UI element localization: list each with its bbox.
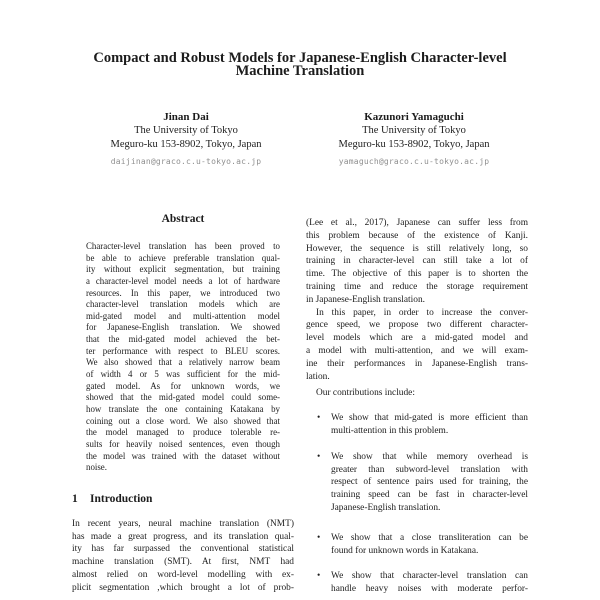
text-line: this problem because of the existence of Kanji. bbox=[306, 230, 528, 241]
author-block-row bbox=[72, 110, 528, 169]
text-line: We show that mid-gated is more efficient than bbox=[331, 413, 528, 424]
text-line: coining out a close word. We also showed that bbox=[86, 415, 280, 426]
text-line: gence speed, we propose two different character- bbox=[306, 320, 528, 331]
bullet-marker: • bbox=[317, 571, 321, 582]
text-line: Our contributions include: bbox=[316, 388, 415, 399]
bullet-item bbox=[306, 451, 528, 515]
text-line: showed that the mid-gated model could some- bbox=[86, 392, 280, 403]
section-heading-introduction bbox=[72, 492, 294, 506]
text-line: resources. In this paper, we introduced two bbox=[86, 287, 280, 298]
bullet-item bbox=[306, 412, 528, 438]
text-line: We show that a close transliteration can be bbox=[331, 532, 528, 543]
text-line: In this paper, in order to increase the conver- bbox=[316, 307, 528, 318]
text-line: We show that while memory overhead is bbox=[331, 451, 528, 462]
bullet-text bbox=[331, 570, 528, 596]
text-line: machine translation (SMT). At first, NMT had bbox=[72, 557, 294, 568]
text-line: ter performance with respect to BLEU scores. bbox=[86, 345, 280, 356]
text-line: training time and reduce the storage requirement bbox=[306, 281, 528, 292]
text-line: ity without explicit segmentation, but training bbox=[86, 264, 280, 275]
abstract-heading: Abstract bbox=[161, 213, 205, 225]
body-paragraph-2 bbox=[306, 307, 528, 384]
section-number: 1 bbox=[72, 492, 78, 505]
text-line: handle heavy noises with moderate perfor- bbox=[331, 584, 528, 595]
text-line: (Lee et al., 2017), Japanese can suffer less from bbox=[306, 218, 528, 228]
body-paragraph-1 bbox=[306, 212, 528, 307]
text-line: We show that character-level translation can bbox=[331, 571, 528, 582]
text-line: in Japanese-English translation. bbox=[306, 294, 425, 305]
text-line: Character-level translation has been proved to bbox=[86, 241, 280, 251]
author-email: daijinan@graco.c.u-tokyo.ac.jp bbox=[110, 157, 262, 166]
left-column bbox=[72, 212, 294, 596]
bullet-list bbox=[306, 412, 528, 596]
introduction-paragraph bbox=[72, 518, 294, 595]
text-line: ine their performances in Japanese-English trans- bbox=[306, 358, 528, 369]
text-line: mid-gated model and multi-attention model bbox=[86, 310, 280, 321]
text-line: has made a great progress, and its translation qual- bbox=[72, 531, 294, 542]
text-line: a character-level model needs a lot of hardware bbox=[86, 275, 280, 286]
text-line: for Japanese-English translation. We showed bbox=[86, 322, 280, 333]
text-line: lation. bbox=[306, 371, 330, 382]
text-line: how translate the one containing Katakana by bbox=[86, 403, 280, 414]
text-line: However, the sequence is still relatively long, so bbox=[306, 243, 528, 254]
text-line: training in character-level can still take a lot of bbox=[306, 256, 528, 267]
text-line: Machine Translation bbox=[235, 64, 365, 78]
text-line: that the mid-gated model achieved the bet- bbox=[86, 334, 280, 345]
bullet-marker: • bbox=[317, 413, 321, 424]
text-line: respect of sentence pairs used for training, the bbox=[331, 477, 528, 488]
text-line: ity has far surpassed the conventional statistical bbox=[72, 544, 294, 555]
author-address: Meguro-ku 153-8902, Tokyo, Japan bbox=[338, 139, 490, 150]
text-line: Japanese-English translation. bbox=[331, 502, 441, 513]
bullet-marker: • bbox=[317, 532, 321, 543]
text-line: found for unknown words in Katakana. bbox=[331, 545, 479, 556]
author-name: Kazunori Yamaguchi bbox=[364, 111, 464, 123]
text-line: be able to achieve preferable translation qual- bbox=[86, 252, 280, 263]
author-name: Jinan Dai bbox=[163, 111, 209, 123]
text-line: almost relied on word-level modelling with ex- bbox=[72, 570, 294, 580]
bullet-text bbox=[331, 532, 528, 558]
text-line: level models which are a mid-gated model and bbox=[306, 333, 528, 344]
section-title: Introduction bbox=[90, 492, 153, 505]
bullet-item bbox=[306, 570, 528, 596]
text-line: training speed can be fast in character-level bbox=[331, 490, 528, 501]
author-affiliation: The University of Tokyo bbox=[134, 125, 238, 136]
text-line: of width 4 or 5 was sufficient for the mid- bbox=[86, 369, 280, 380]
author-address: Meguro-ku 153-8902, Tokyo, Japan bbox=[110, 139, 262, 150]
author-email: yamaguch@graco.c.u-tokyo.ac.jp bbox=[338, 157, 490, 166]
bullet-marker: • bbox=[317, 451, 321, 462]
author-block bbox=[300, 110, 528, 169]
two-column-body bbox=[72, 212, 528, 596]
text-line: plicit segmentation ,which brought a lot of prob- bbox=[72, 582, 294, 593]
text-line: character-level translation models which are bbox=[86, 299, 280, 310]
text-line: multi-attention in this problem. bbox=[331, 425, 449, 436]
text-line: time. The objective of this paper is to shorten the bbox=[306, 269, 528, 280]
bullet-text bbox=[331, 451, 528, 515]
abstract-text bbox=[72, 241, 294, 474]
author-block bbox=[72, 110, 300, 169]
text-line: sults for heavily noised sentences, even though bbox=[86, 438, 280, 449]
right-column bbox=[306, 212, 528, 596]
text-line: gated model. As for unknown words, we bbox=[86, 380, 280, 391]
bullet-text bbox=[331, 412, 528, 438]
text-line: a model with multi-attention, and we will exam- bbox=[306, 345, 528, 356]
text-line: greater than subword-level translation with bbox=[331, 464, 528, 475]
author-affiliation: The University of Tokyo bbox=[362, 125, 466, 136]
text-line: the model managed to produce tolerable re- bbox=[86, 427, 280, 438]
text-line: We also showed that a relatively narrow beam bbox=[86, 357, 280, 368]
text-line: In recent years, neural machine translation (NMT) bbox=[72, 518, 294, 529]
bullet-item bbox=[306, 532, 528, 558]
text-line: noise. bbox=[86, 462, 107, 473]
contributions-line bbox=[306, 387, 528, 400]
text-line: Compact and Robust Models for Japanese-English Character-level bbox=[93, 52, 507, 65]
paper-title bbox=[0, 52, 600, 78]
text-line: the model was trained with the dataset without bbox=[86, 450, 280, 461]
